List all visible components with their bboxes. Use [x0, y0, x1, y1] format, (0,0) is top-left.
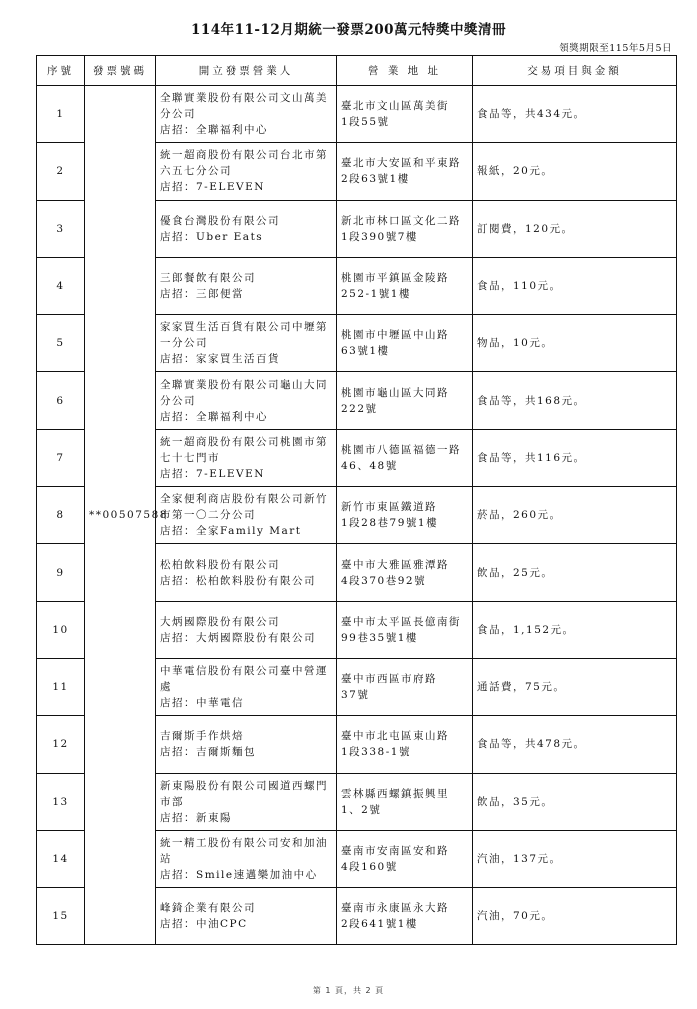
claim-deadline: 領獎期限至115年5月5日	[559, 43, 672, 54]
row-seq: 10	[37, 601, 85, 658]
row-address	[337, 429, 473, 486]
address-line2: 1段390號7樓	[341, 230, 418, 243]
row-address	[337, 86, 473, 143]
merchant-name-line1: 統一超商股份有限公司桃園市第	[160, 435, 328, 448]
row-item: 汽油，137元。	[473, 830, 677, 887]
row-seq: 3	[37, 200, 85, 257]
address-line1: 新竹市東區鐵道路	[341, 501, 437, 514]
row-merchant	[156, 601, 337, 658]
address-line2: 2段63號1樓	[341, 173, 410, 186]
merchant-name-line1: 三郎餐飲有限公司	[160, 272, 256, 285]
header-item: 交易項目與金額	[473, 56, 677, 86]
address-line1: 臺北市文山區萬美街	[341, 100, 449, 113]
merchant-name-line1: 大炳國際股份有限公司	[160, 615, 280, 628]
merchant-name-line1: 全家便利商店股份有限公司新竹	[160, 493, 328, 506]
merchant-sign: 店招：新東陽	[160, 811, 232, 824]
row-address	[337, 315, 473, 372]
row-merchant	[156, 487, 337, 544]
merchant-sign: 店招：全家Family Mart	[160, 525, 302, 538]
row-merchant	[156, 716, 337, 773]
header-merchant: 開立發票營業人	[156, 56, 337, 86]
address-line1: 雲林縣西螺鎮振興里	[341, 787, 449, 800]
row-address	[337, 487, 473, 544]
row-address	[337, 830, 473, 887]
address-line1: 桃園市八德區福德一路	[341, 443, 461, 456]
row-seq: 5	[37, 315, 85, 372]
row-seq: 1	[37, 86, 85, 143]
row-seq: 6	[37, 372, 85, 429]
row-seq: 14	[37, 830, 85, 887]
address-line2: 4段370巷92號	[341, 574, 427, 587]
row-address	[337, 658, 473, 715]
row-merchant	[156, 773, 337, 830]
address-line2: 1、2號	[341, 803, 382, 816]
row-merchant	[156, 658, 337, 715]
row-item: 汽油，70元。	[473, 888, 677, 945]
row-item: 食品，110元。	[473, 257, 677, 314]
row-item: 食品等，共478元。	[473, 716, 677, 773]
row-merchant	[156, 372, 337, 429]
merchant-name-line1: 峰錡企業有限公司	[160, 902, 256, 915]
row-item: 訂閱費，120元。	[473, 200, 677, 257]
address-line2: 4段160號	[341, 861, 398, 873]
merchant-sign: 店招：7-ELEVEN	[160, 181, 265, 194]
address-line1: 臺南市安南區安和路	[341, 845, 449, 857]
address-line1: 臺中市西區市府路	[341, 673, 437, 686]
merchant-name-line2: 分公司	[160, 108, 196, 121]
row-merchant	[156, 429, 337, 486]
row-item: 食品等，共434元。	[473, 86, 677, 143]
row-address	[337, 716, 473, 773]
document-title: 114年11-12月期統一發票200萬元特獎中獎清冊	[190, 22, 507, 38]
address-line1: 臺北市大安區和平東路	[341, 157, 461, 170]
merchant-name-line1: 中華電信股份有限公司臺中營運	[160, 665, 328, 678]
address-line2: 1段55號	[341, 116, 390, 129]
merchant-name-line2: 處	[160, 681, 172, 694]
address-line2: 99巷35號1樓	[341, 631, 418, 644]
header-seq: 序號	[37, 56, 85, 86]
row-merchant	[156, 544, 337, 601]
merchant-name-line2: 一分公司	[160, 337, 208, 350]
address-line2: 63號1樓	[341, 345, 390, 358]
row-merchant	[156, 143, 337, 200]
merchant-sign: 店招：松柏飲料股份有限公司	[160, 574, 316, 587]
merchant-name-line2: 分公司	[160, 394, 196, 407]
address-line1: 桃園市平鎮區金陵路	[341, 272, 449, 285]
row-merchant	[156, 86, 337, 143]
address-line2: 1段338-1號	[341, 746, 411, 759]
merchant-name-line1: 統一超商股份有限公司台北市第	[160, 149, 328, 162]
row-item: 飲品，35元。	[473, 773, 677, 830]
address-line2: 37號	[341, 689, 370, 702]
merchant-name-line1: 家家買生活百貨有限公司中壢第	[160, 321, 328, 334]
row-item: 報紙，20元。	[473, 143, 677, 200]
row-seq: 11	[37, 658, 85, 715]
address-line1: 臺中市北屯區東山路	[341, 730, 449, 743]
row-seq: 7	[37, 429, 85, 486]
row-seq: 13	[37, 773, 85, 830]
address-line1: 桃園市龜山區大同路	[341, 386, 449, 399]
row-seq: 9	[37, 544, 85, 601]
address-line2: 222號	[341, 402, 378, 415]
address-line1: 臺中市大雅區雅潭路	[341, 558, 449, 571]
merchant-name-line2: 六五七分公司	[160, 165, 232, 178]
row-address	[337, 601, 473, 658]
merchant-sign: 店招：全聯福利中心	[160, 410, 268, 423]
merchant-name-line1: 優食台灣股份有限公司	[160, 214, 280, 227]
row-seq: 2	[37, 143, 85, 200]
merchant-name-line2: 七十七門市	[160, 451, 220, 464]
merchant-sign: 店招：吉爾斯麵包	[160, 746, 256, 759]
address-line1: 桃園市中壢區中山路	[341, 329, 449, 342]
row-item: 飲品，25元。	[473, 544, 677, 601]
merchant-name-line1: 新東陽股份有限公司國道西螺門	[160, 779, 328, 792]
row-address	[337, 888, 473, 945]
winners-table	[36, 55, 677, 945]
row-merchant	[156, 315, 337, 372]
page-footer: 第 1 頁，共 2 頁	[312, 986, 385, 995]
row-merchant	[156, 257, 337, 314]
address-line1: 新北市林口區文化二路	[341, 214, 461, 227]
row-item: 菸品，260元。	[473, 487, 677, 544]
row-merchant	[156, 830, 337, 887]
merchant-name-line1: 松柏飲料股份有限公司	[160, 558, 280, 571]
row-address	[337, 544, 473, 601]
address-line2: 252-1號1樓	[341, 288, 411, 301]
merchant-name-line1: 統一精工股份有限公司安和加油	[160, 837, 328, 849]
row-item: 通話費，75元。	[473, 658, 677, 715]
merchant-name-line1: 全聯實業股份有限公司龜山大同	[160, 378, 328, 391]
merchant-name-line2: 市第一〇二分公司	[160, 509, 256, 522]
row-address	[337, 773, 473, 830]
address-line1: 臺中市太平區長億南街	[341, 615, 461, 628]
row-item: 食品等，共116元。	[473, 429, 677, 486]
row-seq: 12	[37, 716, 85, 773]
address-line2: 46、48號	[341, 459, 398, 472]
merchant-sign: 店招：Uber Eats	[160, 230, 264, 243]
merchant-name-line2: 市部	[160, 795, 184, 808]
address-line2: 1段28巷79號1樓	[341, 517, 439, 530]
invoice-number: **00507588	[85, 86, 156, 945]
table-header-row	[37, 56, 677, 86]
address-line2: 2段641號1樓	[341, 918, 418, 931]
address-line1: 臺南市永康區永大路	[341, 902, 449, 915]
merchant-name-line1: 全聯實業股份有限公司文山萬美	[160, 92, 328, 105]
row-item: 物品，10元。	[473, 315, 677, 372]
merchant-sign: 店招：中華電信	[160, 697, 244, 710]
row-address	[337, 257, 473, 314]
row-merchant	[156, 888, 337, 945]
header-address: 營 業 地 址	[337, 56, 473, 86]
merchant-sign: 店招：7-ELEVEN	[160, 467, 265, 480]
row-address	[337, 200, 473, 257]
header-invoice: 發票號碼	[85, 56, 156, 86]
table-row	[37, 86, 677, 143]
row-merchant	[156, 200, 337, 257]
merchant-sign: 店招：Smile速邁樂加油中心	[160, 869, 318, 881]
merchant-sign: 店招：三郎便當	[160, 288, 244, 301]
merchant-name-line2: 站	[160, 853, 172, 865]
row-address	[337, 372, 473, 429]
merchant-name-line1: 吉爾斯手作烘焙	[160, 730, 244, 743]
row-address	[337, 143, 473, 200]
merchant-sign: 店招：中油CPC	[160, 918, 248, 931]
merchant-sign: 店招：全聯福利中心	[160, 124, 268, 137]
row-seq: 15	[37, 888, 85, 945]
row-item: 食品等，共168元。	[473, 372, 677, 429]
row-seq: 8	[37, 487, 85, 544]
merchant-sign: 店招：大炳國際股份有限公司	[160, 631, 316, 644]
row-seq: 4	[37, 257, 85, 314]
row-item: 食品，1,152元。	[473, 601, 677, 658]
merchant-sign: 店招：家家買生活百貨	[160, 353, 280, 366]
